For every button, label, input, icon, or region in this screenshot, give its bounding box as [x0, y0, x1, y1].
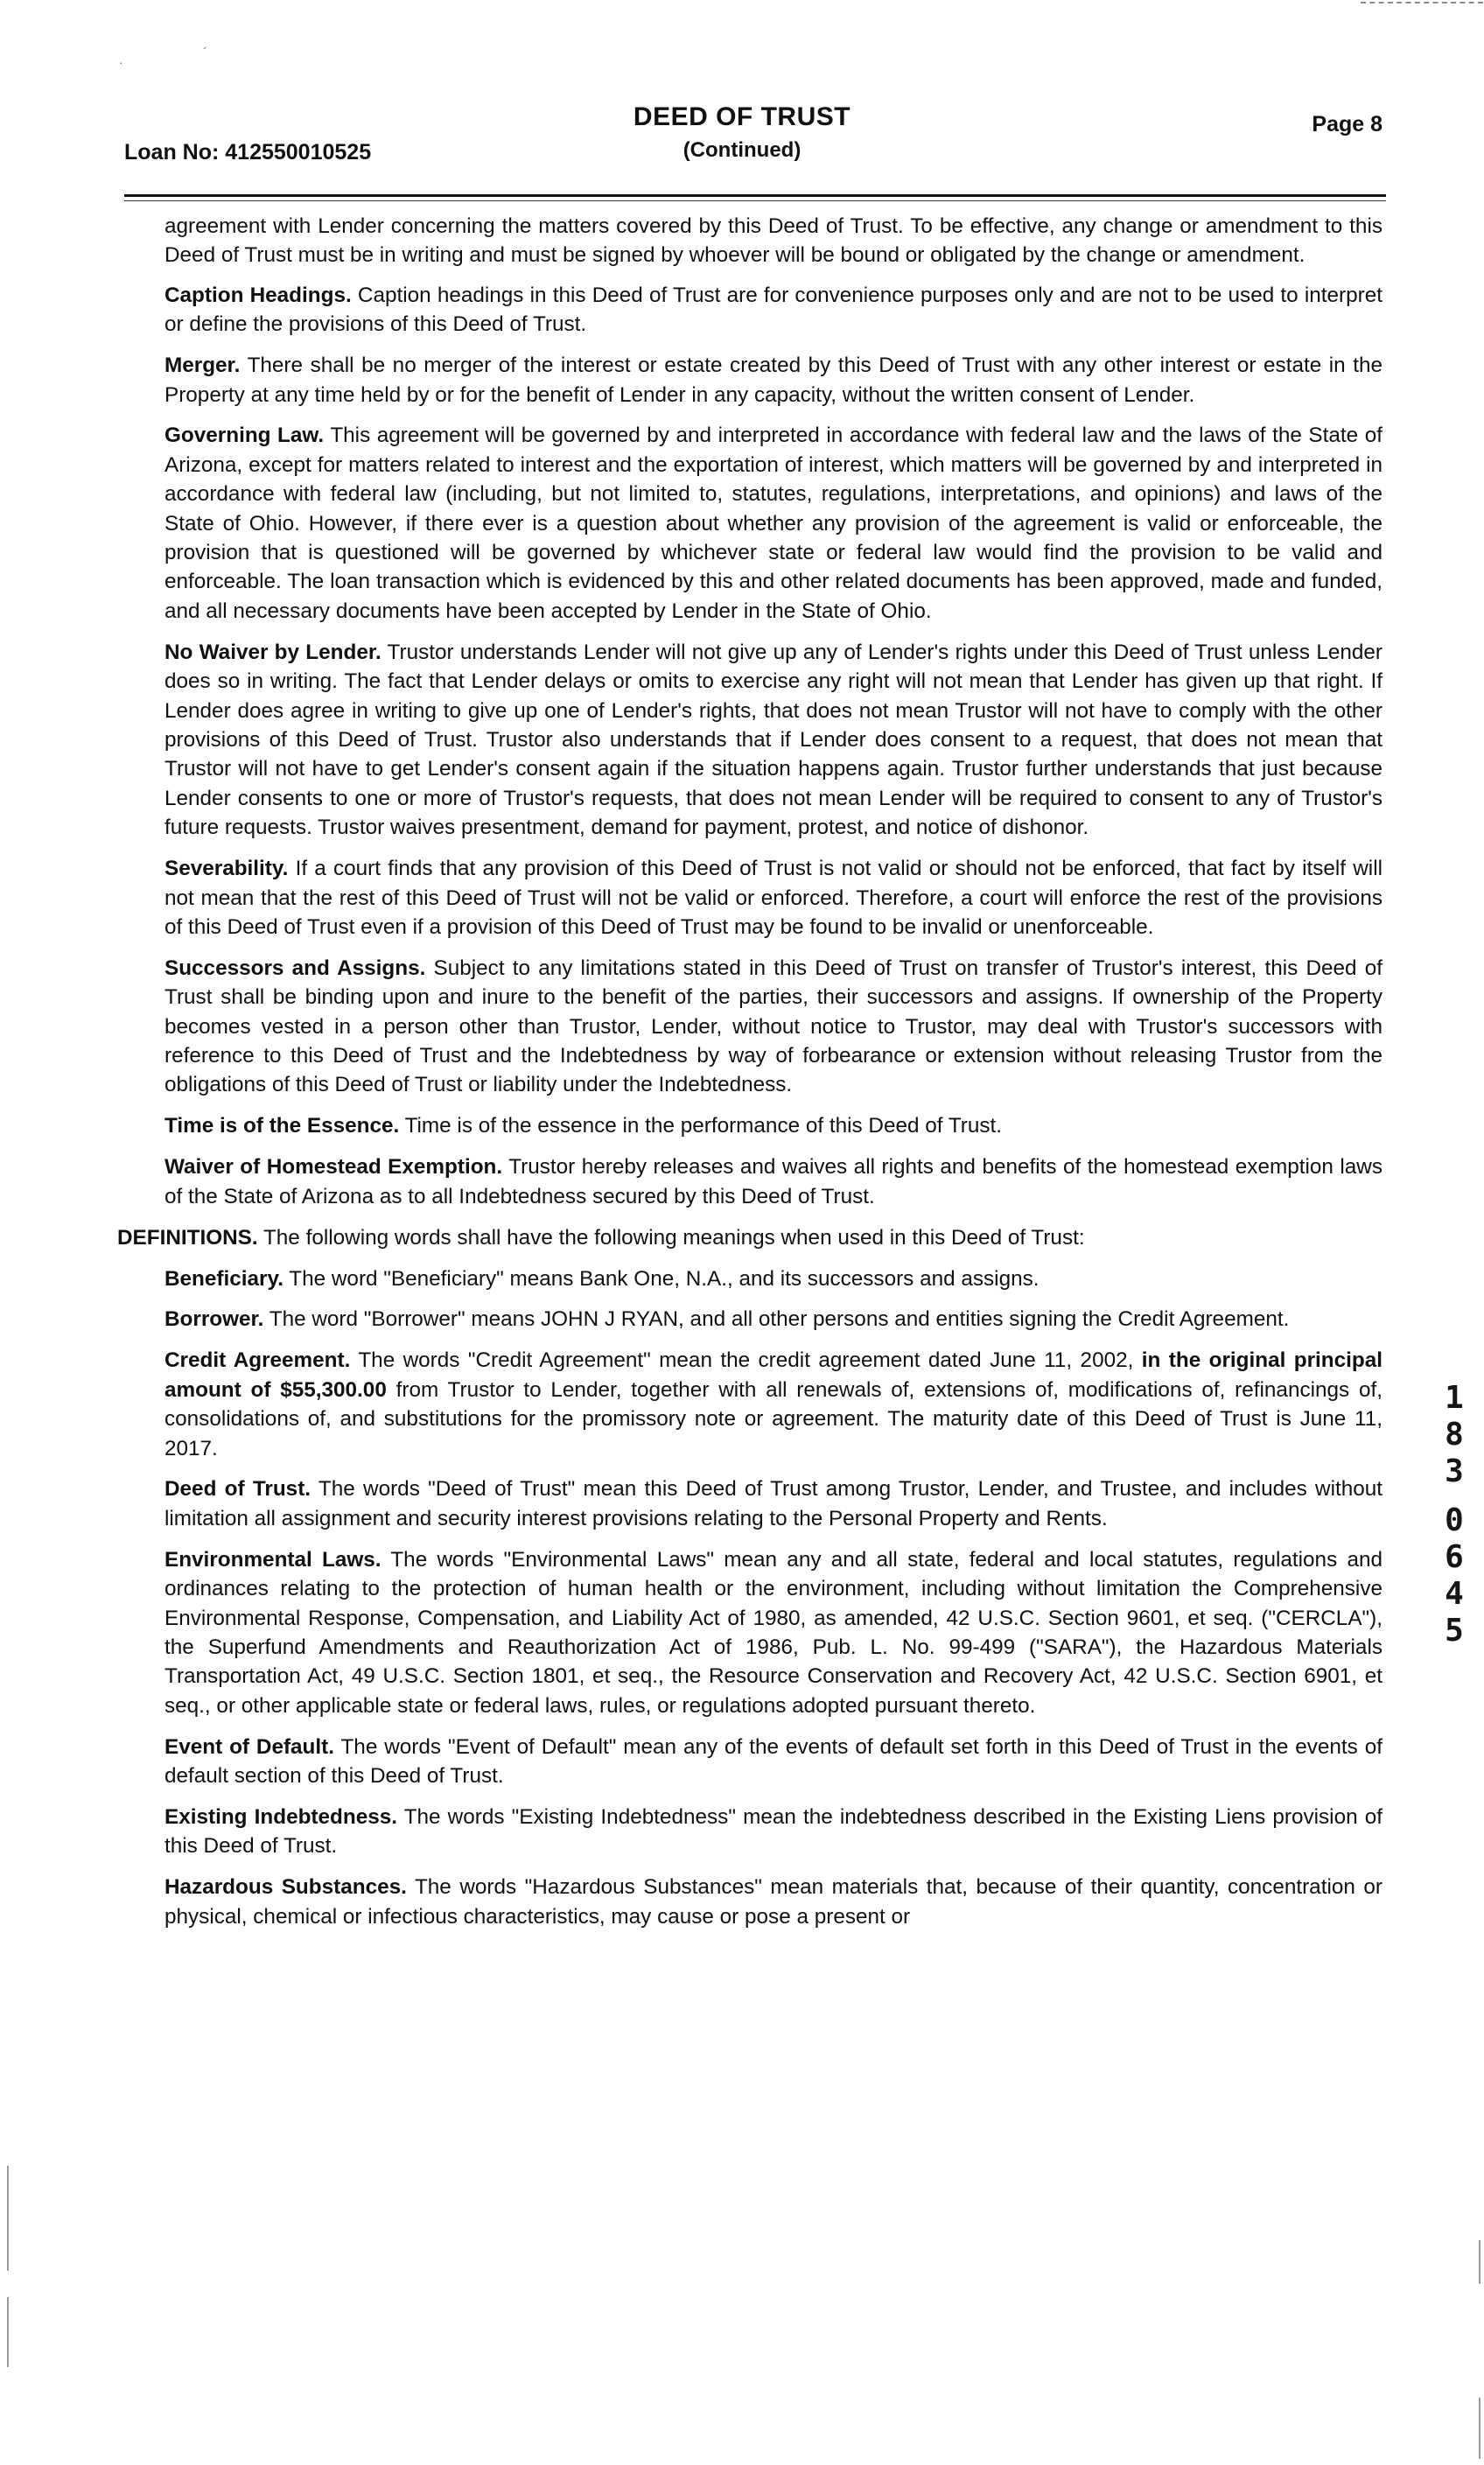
definitions-section-heading: [117, 1223, 1382, 1252]
provision-term: Caption Headings.: [164, 283, 352, 307]
scan-edge-mark: [1479, 2398, 1480, 2459]
recording-digit: 0: [1445, 1502, 1464, 1538]
definition-term: Borrower.: [164, 1307, 264, 1332]
recording-digit: 4: [1445, 1576, 1464, 1612]
provision-term: Governing Law.: [164, 424, 325, 448]
header-rule-thin: [124, 200, 1386, 201]
intro-paragraph: agreement with Lender concerning the matters covered by this Deed of Trust. To be effective, any change or amendment to this Deed of Trust must be in writing and must be signed by whoever will be bound or obligated by the change or amendment.: [164, 214, 1382, 268]
definition-beneficiary: [164, 1264, 1382, 1293]
recording-digit: 3: [1445, 1453, 1464, 1489]
definition-deed-of-trust: [164, 1474, 1382, 1533]
definition-term: Beneficiary.: [164, 1266, 284, 1291]
definition-event-of-default: [164, 1733, 1382, 1791]
provision-no-waiver-by-lender: [164, 638, 1382, 843]
definitions-heading: DEFINITIONS.: [117, 1225, 258, 1250]
provision-text: This agreement will be governed by and interpreted in accordance with federal law and the laws of the State of Arizona, except for matters related to interest and the exportation of interest, which matters will be governed by and interpreted in accordance with federal law (including, but not limited to, statutes, regulations, interpretations, and opinions) and laws of the State of Ohio. However, if there ever is a question about whether any provision of the agreement is valid or enforceable, the provision that is questioned will be governed by whichever state or federal law would find the provision to be valid and enforceable. The loan transaction which is evidenced by this and other related documents has been approved, made and funded, and all necessary documents have been accepted by Lender in the State of Ohio.: [164, 424, 1382, 623]
document-title: DEED OF TRUST: [633, 102, 851, 131]
loan-number: Loan No: 412550010525: [124, 140, 372, 165]
provision-caption-headings: [164, 281, 1382, 340]
provision-text: Caption headings in this Deed of Trust are for convenience purposes only and are not to be used to interpret or define the provisions of this Deed of Trust.: [164, 283, 1382, 337]
provision-governing-law: [164, 421, 1382, 626]
recording-digit: 6: [1445, 1539, 1464, 1575]
provision-term: Time is of the Essence.: [164, 1114, 400, 1138]
scan-speck: ´: [203, 45, 207, 59]
definition-text: The word "Beneficiary" means Bank One, N.A., and its successors and assigns.: [289, 1266, 1040, 1291]
definition-bold-phrase: in the original principal amount of $55,300.00: [164, 1348, 1382, 1402]
definition-text: The words "Hazardous Substances" mean materials that, because of their quantity, concentration or physical, chemical or infectious characteristics, may cause or pose a present or: [164, 1875, 1382, 1929]
provision-merger: [164, 351, 1382, 410]
definition-term: Hazardous Substances.: [164, 1875, 407, 1900]
definition-text: from Trustor to Lender, together with all renewals of, extensions of, modifications of, refinancings of, consolidations of, and substitutions for the promissory note or agreement. The maturity date of this Deed of Trust is June 11, 2017.: [164, 1377, 1382, 1460]
recording-digit: 8: [1445, 1417, 1464, 1453]
definition-text: The words "Deed of Trust" mean this Deed of Trust among Trustor, Lender, and Trustee, and includes without limitation all assignment and security interest provisions relating to the Personal Property and Rents.: [164, 1477, 1383, 1530]
provision-text: Time is of the essence in the performance of this Deed of Trust.: [404, 1114, 1003, 1138]
scan-edge-rule: [1361, 2, 1483, 4]
definition-term: Environmental Laws.: [164, 1547, 382, 1572]
definition-term: Deed of Trust.: [164, 1477, 312, 1502]
definition-text: The words "Credit Agreement" mean the credit agreement dated June 11, 2002,: [358, 1348, 1134, 1373]
provision-time-is-of-the-essence: [164, 1111, 1382, 1140]
provision-text: Subject to any limitations stated in this Deed of Trust on transfer of Trustor's interest, this Deed of Trust shall be binding upon and inure to the benefit of the parties, their successors and assigns. If ownership of the Property becomes vested in a person other than Trustor, Lender, without notice to Trustor, may deal with Trustor's successors with reference to this Deed of Trust and the Indebtedness by way of forbearance or extension without releasing Trustor from the obligations of this Deed of Trust or liability under the Indebtedness.: [164, 956, 1382, 1097]
definition-existing-indebtedness: [164, 1803, 1382, 1861]
provision-waiver-of-homestead-exemption: [164, 1152, 1382, 1211]
definition-term: Existing Indebtedness.: [164, 1805, 397, 1829]
definition-credit-agreement: [164, 1346, 1382, 1463]
definition-text: The words "Existing Indebtedness" mean the indebtedness described in the Existing Liens provision of this Deed of Trust.: [164, 1805, 1382, 1859]
provision-text: If a court finds that any provision of this Deed of Trust is not valid or should not be enforced, that fact by itself will not mean that the rest of this Deed of Trust will not be valid or enforced. Therefore, a court will enforce the rest of the provisions of this Deed of Trust even if a provision of this Deed of Trust may be found to be invalid or unenforceable.: [164, 857, 1382, 939]
definition-term: Credit Agreement.: [164, 1348, 351, 1373]
definition-text: The words "Event of Default" mean any of the events of default set forth in this Deed of Trust in the events of default section of this Deed of Trust.: [164, 1734, 1382, 1789]
definition-borrower: [164, 1305, 1382, 1334]
definitions-intro: The following words shall have the following meanings when used in this Deed of Trust:: [262, 1225, 1085, 1250]
provision-term: Waiver of Homestead Exemption.: [164, 1155, 503, 1180]
document-body: [117, 212, 1383, 1943]
definition-term: Event of Default.: [164, 1734, 334, 1759]
provision-severability: [164, 854, 1382, 942]
scan-speck: ·: [119, 55, 123, 69]
definition-text: The words "Environmental Laws" mean any and all state, federal and local statutes, regulations and ordinances relating to the protection of human health or the environment, including without limitation the Comprehensive Environmental Response, Compensation, and Liability Act of 1980, as amended, 42 U.S.C. Section 9601, et seq. ("CERCLA"), the Superfund Amendments and Reauthorization Act of 1986, Pub. L. No. 99-499 ("SARA"), the Hazardous Materials Transportation Act, 49 U.S.C. Section 1801, et seq., the Resource Conservation and Recovery Act, 42 U.S.C. Section 6901, et seq., or other applicable state or federal laws, rules, or regulations adopted pursuant thereto.: [164, 1547, 1382, 1718]
provision-term: Successors and Assigns.: [164, 956, 426, 980]
scan-edge-mark: [7, 2166, 9, 2271]
definition-text: The word "Borrower" means JOHN J RYAN, and all other persons and entities signing the Credit Agreement.: [269, 1307, 1290, 1332]
provision-text: Trustor hereby releases and waives all rights and benefits of the homestead exemption laws of the State of Arizona as to all Indebtedness secured by this Deed of Trust.: [164, 1155, 1382, 1208]
recording-digit: 1: [1445, 1380, 1464, 1416]
recording-digit: 5: [1445, 1613, 1464, 1649]
definition-environmental-laws: [164, 1545, 1382, 1720]
document-subtitle: (Continued): [682, 138, 802, 162]
scan-edge-mark: [1479, 2240, 1480, 2284]
provision-term: Severability.: [164, 857, 289, 881]
recording-digit-gap: [1438, 1489, 1470, 1502]
scan-edge-mark: [7, 2297, 9, 2367]
provision-term: Merger.: [164, 354, 241, 378]
header-rule: [124, 194, 1386, 197]
definition-hazardous-substances: [164, 1873, 1382, 1931]
provision-successors-and-assigns: [164, 954, 1382, 1100]
page-number: Page 8: [1312, 112, 1382, 137]
provision-term: No Waiver by Lender.: [164, 640, 382, 664]
recording-number-margin: [1438, 1379, 1470, 1649]
provision-text: Trustor understands Lender will not give up any of Lender's rights under this Deed of Trust unless Lender does so in writing. The fact that Lender delays or omits to exercise any right will not mean that Lender has given up that right. If Lender does agree in writing to give up one of Lender's rights, that does not mean Trustor will not have to comply with the other provisions of this Deed of Trust. Trustor also understands that if Lender does consent to a request, that does not mean that Trustor will not have to get Lender's consent again if the situation happens again. Trustor further understands that just because Lender consents to one or more of Trustor's requests, that does not mean Lender will be required to consent to any of Trustor's future requests. Trustor waives presentment, demand for payment, protest, and notice of dishonor.: [164, 640, 1382, 840]
provision-text: There shall be no merger of the interest or estate created by this Deed of Trust with any other interest or estate in the Property at any time held by or for the benefit of Lender in any capacity, without the written consent of Lender.: [164, 354, 1383, 407]
